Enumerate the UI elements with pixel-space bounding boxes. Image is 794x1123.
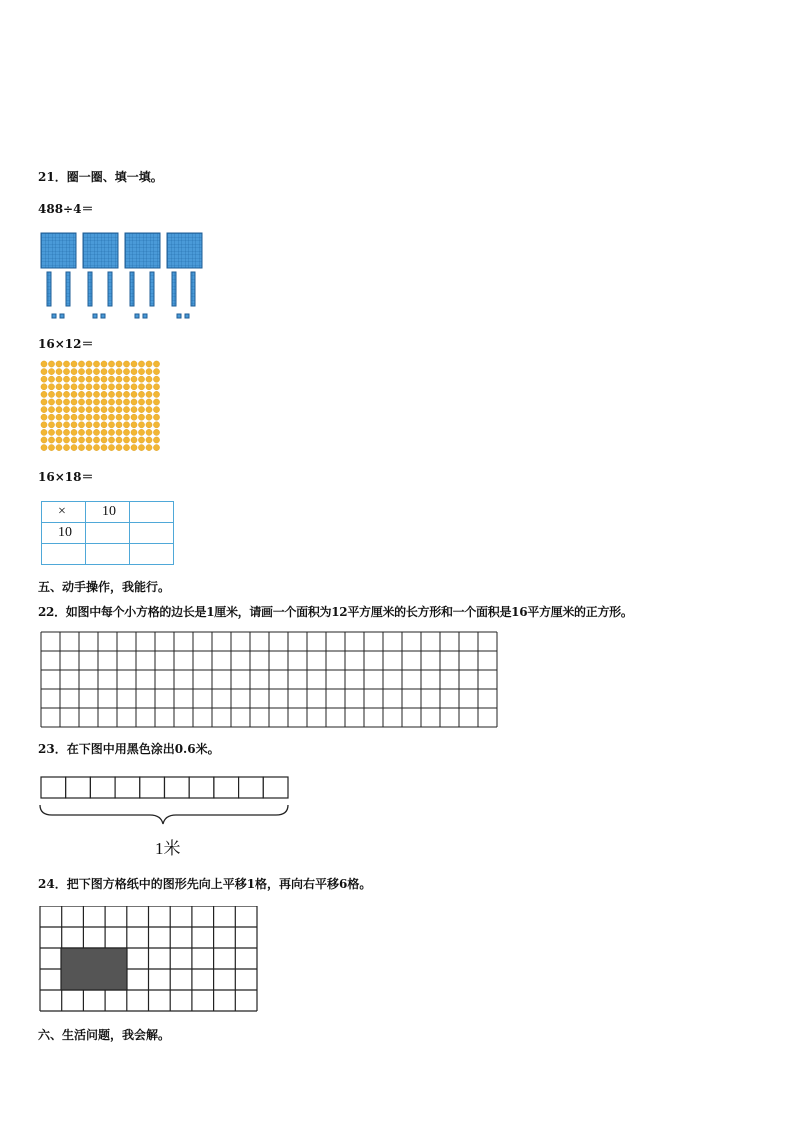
dot [116,369,122,375]
shaded-rectangle [61,948,127,990]
dot [63,445,69,451]
dot [146,376,152,382]
dot [131,361,137,367]
dot [41,422,47,428]
dot [138,384,144,390]
dot [153,407,159,413]
dot [101,391,107,397]
dot [63,384,69,390]
dot [41,399,47,405]
dot [138,399,144,405]
dot [71,361,77,367]
dot [86,414,92,420]
dot [146,369,152,375]
dot [86,369,92,375]
dot [123,429,129,435]
dot [63,437,69,443]
dot [131,407,137,413]
dot [78,407,84,413]
dot [108,391,114,397]
q21-title: 21．圈一圈、填一填。 [38,170,163,184]
section-5-title: 五、动手操作，我能行。 [38,580,171,594]
dot [116,399,122,405]
dot [56,429,62,435]
dot [78,376,84,382]
meter-strip[interactable] [38,775,294,825]
dot [138,437,144,443]
dot [123,445,129,451]
dot [48,429,54,435]
dot [101,437,107,443]
dot [138,376,144,382]
dot [131,384,137,390]
dot [48,407,54,413]
q21-equation-1: 488÷4＝ [38,202,94,216]
section-6-title: 六、生活问题，我会解。 [38,1028,171,1042]
dot [146,437,152,443]
dot [146,407,152,413]
dot [153,399,159,405]
dot [131,391,137,397]
dot [138,445,144,451]
dot [41,445,47,451]
dot [48,414,54,420]
dot [123,437,129,443]
dot [153,361,159,367]
dot [78,429,84,435]
dot [78,361,84,367]
dot [48,422,54,428]
dot [63,422,69,428]
dot [71,407,77,413]
dot [93,376,99,382]
dot [101,369,107,375]
dot [101,384,107,390]
table-cell [86,523,130,544]
dot [71,369,77,375]
dot [146,361,152,367]
table-cell [86,544,130,565]
dot [101,399,107,405]
dot [108,399,114,405]
dot [93,384,99,390]
dot [71,399,77,405]
strip-cell [165,777,190,798]
dot [108,361,114,367]
dot [71,376,77,382]
dot [78,437,84,443]
dot [131,414,137,420]
dot [138,391,144,397]
dot [131,437,137,443]
dot [56,445,62,451]
q22-text: 22．如图中每个小方格的边长是1厘米，请画一个面积为12平方厘米的长方形和一个面积是16平方厘米的正方形。 [38,605,633,619]
dot [71,391,77,397]
dot [123,407,129,413]
dot [108,384,114,390]
dot [71,384,77,390]
dot [63,391,69,397]
dot [101,376,107,382]
dot [41,384,47,390]
dot [56,437,62,443]
dot [63,376,69,382]
dot [138,369,144,375]
table-row [42,544,174,565]
dot [116,376,122,382]
dot [63,369,69,375]
dot [138,422,144,428]
dot [86,399,92,405]
dot [123,384,129,390]
dot [86,376,92,382]
dot [93,429,99,435]
dot [123,422,129,428]
dot [41,437,47,443]
table-cell: 10 [42,523,86,544]
dot [108,429,114,435]
dot [63,361,69,367]
strip-cell [41,777,66,798]
base-ten-blocks-figure [38,230,218,322]
dot [131,429,137,435]
table-cell [130,544,174,565]
dot [153,429,159,435]
dot [116,422,122,428]
dot [101,429,107,435]
dot [93,414,99,420]
dot [78,414,84,420]
dot [78,399,84,405]
dot [41,414,47,420]
dot [63,429,69,435]
table-cell: × [42,502,86,523]
dot [108,414,114,420]
q21-equation-2: 16×12＝ [38,337,94,351]
dot [71,429,77,435]
dot [101,445,107,451]
dot [86,437,92,443]
dot [93,399,99,405]
dot [48,361,54,367]
dot [78,422,84,428]
dot [116,414,122,420]
table-cell: 10 [86,502,130,523]
dot [153,414,159,420]
dot [108,437,114,443]
dot [41,376,47,382]
dot [56,361,62,367]
dot [41,407,47,413]
dot [146,422,152,428]
dot [108,445,114,451]
dot [131,376,137,382]
dot [123,414,129,420]
dot [63,399,69,405]
strip-cell [115,777,140,798]
dot [93,361,99,367]
dot [108,369,114,375]
dot [56,414,62,420]
strip-cell [214,777,239,798]
dot [78,445,84,451]
dot [123,369,129,375]
dot [146,399,152,405]
strip-cell [90,777,115,798]
dot [108,407,114,413]
strip-cell [140,777,165,798]
dot [48,437,54,443]
dot [123,361,129,367]
dot [86,445,92,451]
dot [101,414,107,420]
dot [131,399,137,405]
dot [48,376,54,382]
dot [63,407,69,413]
table-cell [130,523,174,544]
q24-text: 24．把下图方格纸中的图形先向上平移1格，再向右平移6格。 [38,877,372,891]
dot [146,429,152,435]
dot [116,407,122,413]
strip-cell [66,777,91,798]
ten-rods [47,272,195,306]
dot [116,384,122,390]
dot [78,391,84,397]
dot [138,407,144,413]
strip-cell [189,777,214,798]
dot [71,422,77,428]
dot [123,376,129,382]
dot [116,437,122,443]
dot [86,384,92,390]
table-cell [130,502,174,523]
dot [86,422,92,428]
dot [131,445,137,451]
dot [108,422,114,428]
dot [56,376,62,382]
dot [86,391,92,397]
dot [153,376,159,382]
dot [123,399,129,405]
strip-cell [239,777,264,798]
dot [41,361,47,367]
dot [123,391,129,397]
dot [138,429,144,435]
dot-array-figure [40,360,162,454]
dot [146,445,152,451]
q21-equation-3: 16×18＝ [38,470,94,484]
dot [138,414,144,420]
dot [93,407,99,413]
dot [146,414,152,420]
dot [153,422,159,428]
dot [153,437,159,443]
table-row [42,523,174,544]
dot [56,369,62,375]
meter-label: 1米 [155,839,181,858]
strip-cell [263,777,288,798]
q22-square-grid[interactable] [40,631,498,729]
dot [93,391,99,397]
dot [48,384,54,390]
dot [153,369,159,375]
dot [108,376,114,382]
table-row [42,502,174,523]
dot [93,437,99,443]
dot [86,361,92,367]
dot [146,391,152,397]
dot [71,437,77,443]
dot [93,422,99,428]
dot [56,391,62,397]
dot [116,445,122,451]
dot [56,422,62,428]
dot [48,391,54,397]
dot [146,384,152,390]
dot [93,369,99,375]
q24-translation-grid[interactable] [38,906,260,1014]
dot [78,384,84,390]
dot [116,429,122,435]
dot [48,399,54,405]
table-cell [42,544,86,565]
dot [131,422,137,428]
dot [41,391,47,397]
dot [48,445,54,451]
dot [138,361,144,367]
dot [153,391,159,397]
dot [71,445,77,451]
dot [86,429,92,435]
dot [101,361,107,367]
dot [41,429,47,435]
dot [153,445,159,451]
dot [153,384,159,390]
dot [56,399,62,405]
multiplication-table [41,501,174,565]
dot [48,369,54,375]
brace [40,805,288,824]
dot [78,369,84,375]
dot [116,391,122,397]
unit-cubes [52,314,189,318]
dot [101,422,107,428]
dot [116,361,122,367]
dot [56,384,62,390]
dot [56,407,62,413]
hundred-flats [41,233,202,268]
dot [93,445,99,451]
dot [101,407,107,413]
dot [131,369,137,375]
dot [86,407,92,413]
dot [63,414,69,420]
dot [71,414,77,420]
q23-text: 23．在下图中用黑色涂出0.6米。 [38,742,220,756]
dot [41,369,47,375]
